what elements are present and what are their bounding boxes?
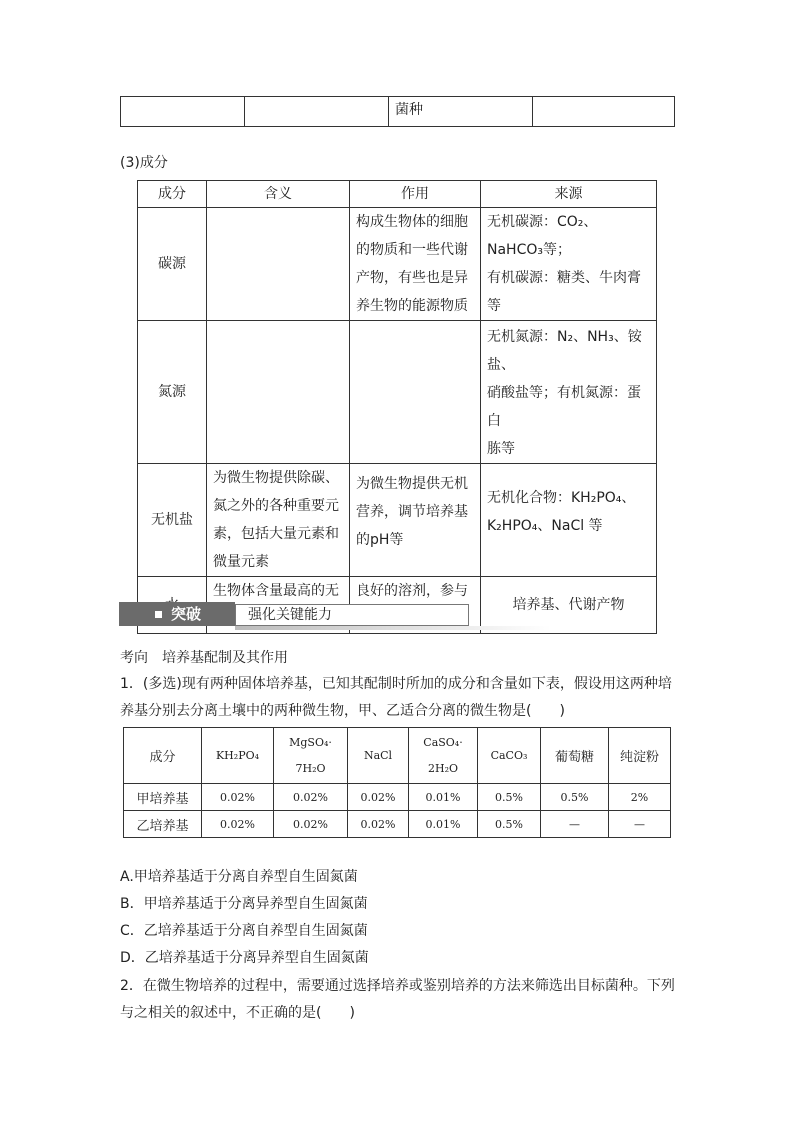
question1-line1: 1．(多选)现有两种固体培养基，已知其配制时所加的成分和含量如下表，假设用这两种培 <box>120 676 672 692</box>
text-line: 产物，有些也是异 <box>356 270 468 286</box>
top-cell-1 <box>121 97 245 127</box>
row-nitrogen-name: 氮源 <box>138 321 207 464</box>
row-salt-source <box>481 464 657 577</box>
text-line: 无机氮源：N₂、NH₃、铵盐、 <box>487 329 642 373</box>
media-header-caco3: CaCO₃ <box>478 728 541 784</box>
text-line: 有机碳源：糖类、牛肉膏等 <box>487 270 641 314</box>
header-line: 7H₂O <box>295 761 326 775</box>
text-line: 营养，调节培养基 <box>356 504 468 520</box>
section-banner <box>119 602 435 628</box>
media-cell: 0.02% <box>202 811 274 838</box>
top-cell-2 <box>245 97 389 127</box>
banner-left-text: 突破 <box>171 605 202 623</box>
text-line: 为微生物提供除碳、 <box>213 470 339 486</box>
question2-line1: 2．在微生物培养的过程中，需要通过选择培养或鉴别培养的方法来筛选出目标菌种。下列 <box>120 978 675 994</box>
media-cell: 0.5% <box>478 784 541 811</box>
text-line: 微量元素 <box>213 554 269 570</box>
media-cell: — <box>609 811 671 838</box>
row-nitrogen-role <box>350 321 481 464</box>
top-partial-table <box>120 96 675 127</box>
media-cell: 0.02% <box>274 811 348 838</box>
media-cell: 0.01% <box>409 811 478 838</box>
header-component: 成分 <box>138 181 207 208</box>
topic-line: 考向 培养基配制及其作用 <box>120 650 288 666</box>
header-source: 来源 <box>481 181 657 208</box>
row-salt-meaning <box>207 464 350 577</box>
text-line: 素，包括大量元素和 <box>213 526 339 542</box>
row-salt-role <box>350 464 481 577</box>
top-cell-3-text: 菌种 <box>395 102 423 118</box>
header-line: 2H₂O <box>427 761 459 775</box>
media-header-glucose: 葡萄糖 <box>541 728 609 784</box>
media-header-caso4 <box>409 728 478 784</box>
text-line: 良好的溶剂，参与 <box>356 583 468 599</box>
row-water-source: 培养基、代谢产物 <box>481 577 657 634</box>
option-c: C．乙培养基适于分离自养型自生固氮菌 <box>120 923 368 939</box>
header-meaning: 含义 <box>207 181 350 208</box>
text-line: 无机碳源：CO₂、NaHCO₃等； <box>487 214 598 258</box>
option-d: D．乙培养基适于分离异养型自生固氮菌 <box>120 950 369 966</box>
media-cell: 0.02% <box>202 784 274 811</box>
text-line: 的物质和一些代谢 <box>356 242 468 258</box>
square-bullet-icon <box>155 611 162 618</box>
text-line: 硝酸盐等；有机氮源：蛋白 <box>487 385 641 429</box>
question1-line2: 养基分别去分离土壤中的两种微生物，甲、乙适合分离的微生物是( ) <box>120 703 565 719</box>
composition-header-row <box>138 181 657 208</box>
table-row <box>138 321 657 464</box>
row-salt-name: 无机盐 <box>138 464 207 577</box>
media-table <box>123 727 671 838</box>
media-cell: 0.01% <box>409 784 478 811</box>
table-row <box>124 811 671 838</box>
row-carbon-meaning <box>207 208 350 321</box>
section3-title: (3)成分 <box>120 155 168 171</box>
text-line: 生物体含量最高的无 <box>213 583 339 599</box>
row-carbon-source <box>481 208 657 321</box>
header-role: 作用 <box>350 181 481 208</box>
media-header-kh2po4: KH₂PO₄ <box>202 728 274 784</box>
media-header-nacl: NaCl <box>348 728 409 784</box>
text-line: 的pH等 <box>356 532 404 548</box>
option-b: B．甲培养基适于分离异养型自生固氮菌 <box>120 896 368 912</box>
media-header-component: 成分 <box>124 728 202 784</box>
media-cell: 0.02% <box>348 811 409 838</box>
text-line: 养生物的能源物质 <box>356 298 468 314</box>
header-line: MgSO₄· <box>289 735 332 749</box>
media-cell: 2% <box>609 784 671 811</box>
top-cell-4 <box>533 97 675 127</box>
banner-right-text: 强化关键能力 <box>248 607 332 623</box>
header-line: CaSO₄· <box>423 735 463 749</box>
text-line: 氮之外的各种重要元 <box>213 498 339 514</box>
top-cell-3 <box>389 97 533 127</box>
text-line: K₂HPO₄、NaCl 等 <box>487 518 603 534</box>
banner-underline <box>235 626 551 630</box>
table-row <box>124 784 671 811</box>
media-cell: 0.02% <box>348 784 409 811</box>
row-carbon-name: 碳源 <box>138 208 207 321</box>
option-a: A.甲培养基适于分离自养型自生固氮菌 <box>120 869 358 885</box>
banner-left <box>119 602 235 626</box>
media-header-starch: 纯淀粉 <box>609 728 671 784</box>
text-line: 胨等 <box>487 441 515 457</box>
media-header-mgso4 <box>274 728 348 784</box>
media-header-row <box>124 728 671 784</box>
media-cell: 0.02% <box>274 784 348 811</box>
media-cell: — <box>541 811 609 838</box>
text-line: 构成生物体的细胞 <box>356 214 468 230</box>
table-row <box>138 464 657 577</box>
media-cell: 0.5% <box>478 811 541 838</box>
table-row <box>138 208 657 321</box>
banner-right <box>235 604 469 626</box>
row-nitrogen-meaning <box>207 321 350 464</box>
question2-line2: 与之相关的叙述中，不正确的是( ) <box>120 1005 355 1021</box>
row-carbon-role <box>350 208 481 321</box>
media-cell: 乙培养基 <box>124 811 202 838</box>
media-cell: 0.5% <box>541 784 609 811</box>
media-cell: 甲培养基 <box>124 784 202 811</box>
composition-table <box>137 180 657 634</box>
text-line: 无机化合物：KH₂PO₄、 <box>487 490 636 506</box>
text-line: 为微生物提供无机 <box>356 476 468 492</box>
row-nitrogen-source <box>481 321 657 464</box>
